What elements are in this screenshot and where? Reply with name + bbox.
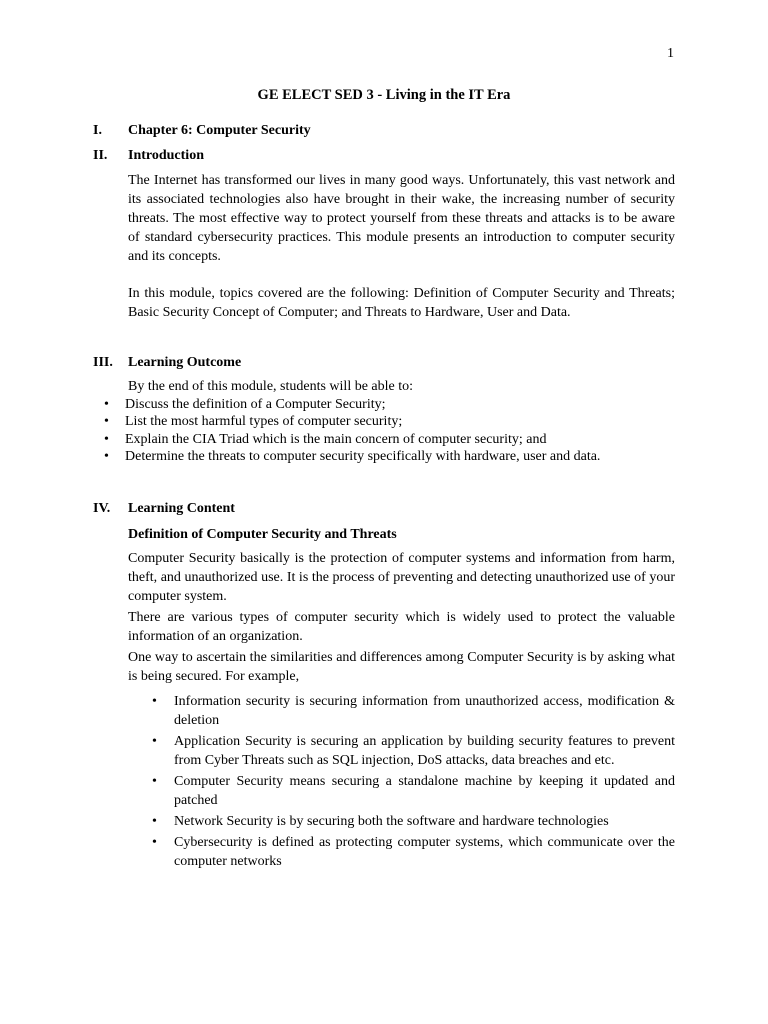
bullet-icon: • bbox=[104, 449, 109, 464]
learning-content-body bbox=[128, 525, 675, 873]
intro-paragraph: In this module, topics covered are the following: Definition of Computer Security and Threats; Basic Security Concept of Computer; and Threats to Hardware, User and Data. bbox=[128, 286, 675, 320]
security-types-list bbox=[128, 692, 675, 871]
section-title: Learning Content bbox=[128, 501, 235, 516]
learning-outcome-body bbox=[104, 378, 675, 466]
page-number: 1 bbox=[667, 46, 674, 61]
section-heading-introduction bbox=[93, 146, 204, 165]
bullet-icon: • bbox=[152, 694, 157, 709]
document-title: GE ELECT SED 3 - Living in the IT Era bbox=[257, 87, 511, 103]
outcome-lead: By the end of this module, students will be able to: bbox=[128, 379, 414, 394]
section-title: Learning Outcome bbox=[128, 355, 242, 370]
bullet-icon: • bbox=[152, 734, 157, 749]
list-item: • Determine the threats to computer security specifically with hardware, user and data. bbox=[104, 449, 601, 464]
section-heading-learning-content bbox=[93, 499, 235, 518]
section-title: Chapter 6: Computer Security bbox=[128, 123, 311, 138]
list-item: • Information security is securing information from unauthorized access, modification & deletion bbox=[152, 694, 675, 728]
section-title: Introduction bbox=[128, 148, 204, 163]
list-item: • Explain the CIA Triad which is the main concern of computer security; and bbox=[104, 431, 547, 447]
bullet-icon: • bbox=[152, 774, 157, 789]
introduction-body bbox=[128, 171, 675, 322]
bullet-icon: • bbox=[152, 814, 157, 829]
outcome-list bbox=[102, 396, 675, 466]
list-item: • Computer Security means securing a standalone machine by keeping it updated and patched bbox=[152, 774, 675, 808]
content-paragraph: Computer Security basically is the protection of computer systems and information from harm, theft, and unauthorized use. It is the process of preventing and detecting unauthorized use of your computer system. bbox=[128, 551, 675, 604]
bullet-icon: • bbox=[104, 396, 109, 412]
content-subheading: Definition of Computer Security and Threats bbox=[128, 527, 397, 542]
list-item: • List the most harmful types of computer security; bbox=[104, 414, 403, 429]
section-heading-chapter bbox=[93, 121, 311, 140]
list-item: • Network Security is by securing both the software and hardware technologies bbox=[152, 814, 609, 829]
section-number: III. bbox=[93, 355, 113, 370]
bullet-icon: • bbox=[104, 431, 109, 447]
list-item: • Discuss the definition of a Computer Security; bbox=[104, 396, 386, 412]
bullet-icon: • bbox=[152, 835, 157, 850]
section-heading-learning-outcome bbox=[93, 353, 241, 372]
intro-paragraph: The Internet has transformed our lives in many good ways. Unfortunately, this vast network and its associated technologies also have brought in their wake, the increasing number of security threats. The most effective way to protect yourself from these threats and attacks is to be aware of standard cybersecurity practices. This module presents an introduction to computer security and its concepts. bbox=[128, 173, 675, 264]
section-number: IV. bbox=[93, 501, 111, 516]
bullet-icon: • bbox=[104, 414, 109, 429]
content-paragraph: One way to ascertain the similarities and differences among Computer Security is by asking what is being secured. For example, bbox=[128, 650, 675, 684]
section-number: I. bbox=[93, 123, 102, 138]
section-number: II. bbox=[93, 148, 108, 163]
list-item: • Cybersecurity is defined as protecting computer systems, which communicate over the computer networks bbox=[152, 835, 675, 869]
list-item: • Application Security is securing an application by building security features to prevent from Cyber Threats such as SQL injection, DoS attacks, data breaches and etc. bbox=[152, 734, 675, 768]
content-paragraph: There are various types of computer security which is widely used to protect the valuable information of an organization. bbox=[128, 610, 675, 644]
